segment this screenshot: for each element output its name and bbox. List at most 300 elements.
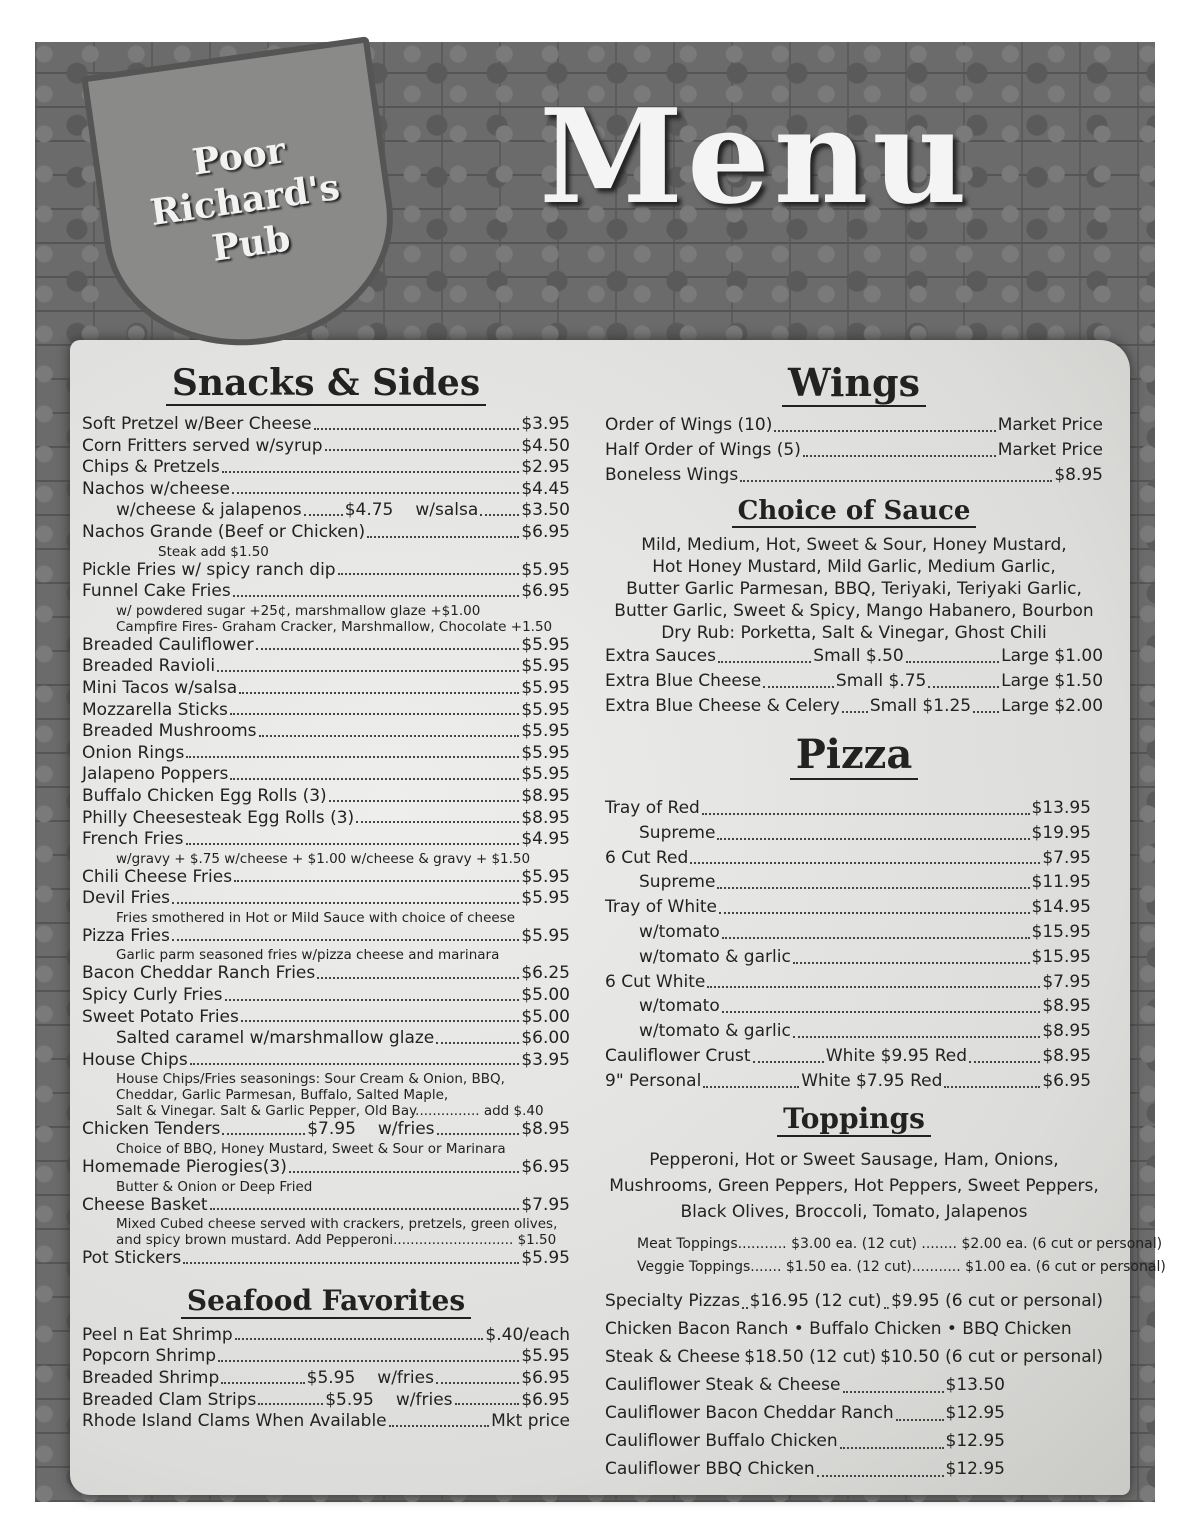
item-price: $7.95 xyxy=(1042,971,1091,992)
dot-leader xyxy=(190,1050,520,1066)
item-name: Salted caramel w/marshmallow glaze xyxy=(116,1028,435,1049)
item-price: $8.95 xyxy=(521,785,570,806)
item-price: $3.95 xyxy=(521,1049,570,1070)
menu-item xyxy=(605,1287,1103,1315)
dot-leader xyxy=(235,1325,484,1341)
menu-item xyxy=(82,1157,570,1179)
item-price: $15.95 xyxy=(1031,946,1091,967)
menu-item xyxy=(82,457,570,479)
text-line: Meat Toppings........... $3.00 ea. (12 cut) ........ $2.00 ea. (6 cut or personal) xyxy=(637,1235,1163,1252)
item-note: Salt & Vinegar. Salt & Garlic Pepper, Old Bay............... add $.40 xyxy=(116,1103,544,1120)
menu-item xyxy=(82,743,570,765)
item-name: Pickle Fries w/ spicy ranch dip xyxy=(82,559,336,580)
item-price: $5.00 xyxy=(521,1006,570,1027)
dot-leader xyxy=(317,963,519,979)
dot-leader xyxy=(338,560,520,576)
dot-leader xyxy=(928,669,999,688)
item-name: w/tomato xyxy=(639,921,720,942)
menu-item xyxy=(605,1427,1005,1455)
item-price: $6.00 xyxy=(521,1028,570,1049)
menu-item xyxy=(82,522,570,544)
text-line: Mild, Medium, Hot, Sweet & Sour, Honey Mustard, xyxy=(641,535,1067,555)
item-name: Cauliflower BBQ Chicken xyxy=(605,1458,815,1479)
menu-item xyxy=(82,635,570,657)
dot-leader xyxy=(225,985,520,1001)
menu-item xyxy=(605,870,1091,895)
dot-leader xyxy=(803,438,996,457)
item-name: Specialty Pizzas xyxy=(605,1290,741,1311)
menu-item xyxy=(82,888,570,910)
item-name: Extra Blue Cheese & Celery xyxy=(605,696,840,716)
menu-item xyxy=(82,1050,570,1072)
item-name: Spicy Curly Fries xyxy=(82,985,223,1006)
item-price: $5.95 xyxy=(521,866,570,887)
text-line: Butter Garlic, Sweet & Spicy, Mango Habanero, Bourbon xyxy=(614,601,1094,621)
item-name: Soft Pretzel w/Beer Cheese xyxy=(82,414,312,434)
item-price: $5.95 xyxy=(521,1346,570,1367)
dot-leader xyxy=(230,764,519,780)
item-name: 6 Cut Red xyxy=(605,847,689,868)
wings-list xyxy=(605,413,1103,488)
dot-leader xyxy=(314,414,520,430)
item-name: Jalapeno Poppers xyxy=(82,764,229,785)
dot-leader xyxy=(172,888,519,904)
dot-leader xyxy=(232,479,519,495)
item-price: $5.95 xyxy=(325,1389,374,1410)
item-note: Cheddar, Garlic Parmesan, Buffalo, Salted Maple, xyxy=(116,1087,449,1104)
dot-leader xyxy=(742,1287,747,1309)
item-note: House Chips/Fries seasonings: Sour Cream & Onion, BBQ, xyxy=(116,1071,505,1088)
item-price: Market Price xyxy=(997,440,1103,460)
dot-leader xyxy=(896,1399,944,1421)
item-name: w/tomato & garlic xyxy=(639,1021,791,1042)
menu-item xyxy=(82,1195,570,1217)
item-name: Tray of Red xyxy=(605,798,700,818)
item-note: w/gravy + $.75 w/cheese + $1.00 w/cheese & gravy + $1.50 xyxy=(116,850,531,867)
dot-leader xyxy=(793,1019,1041,1038)
item-price: $13.95 xyxy=(1031,798,1091,818)
item-price: $15.95 xyxy=(1031,921,1091,942)
dot-leader xyxy=(718,644,811,663)
item-name: Nachos w/cheese xyxy=(82,478,230,499)
menu-item xyxy=(82,786,570,808)
menu-item xyxy=(82,963,570,985)
dot-leader xyxy=(325,436,520,452)
menu-item xyxy=(605,846,1091,871)
menu-item xyxy=(82,436,570,458)
item-price: Small $.75 xyxy=(835,671,927,691)
item-name: Breaded Clam Strips xyxy=(82,1389,257,1410)
item-name: Cauliflower Bacon Cheddar Ranch xyxy=(605,1402,894,1423)
dot-leader xyxy=(183,1248,519,1264)
dot-leader xyxy=(356,808,519,824)
text-line: Pepperoni, Hot or Sweet Sausage, Ham, Onions, xyxy=(649,1149,1059,1170)
menu-item xyxy=(605,1019,1091,1044)
item-name: Pot Stickers xyxy=(82,1248,182,1269)
item-price: $8.95 xyxy=(1042,1021,1091,1042)
item-price: $5.95 xyxy=(306,1368,356,1388)
menu-item xyxy=(605,920,1091,945)
item-name: 6 Cut White xyxy=(605,971,706,992)
item-price: $4.95 xyxy=(521,829,570,850)
item-name: w/cheese & jalapenos xyxy=(116,500,302,521)
menu-item xyxy=(82,1390,570,1412)
text-line: Mushrooms, Green Peppers, Hot Peppers, Sweet Peppers, xyxy=(609,1175,1099,1196)
dot-leader xyxy=(455,1390,520,1406)
item-price: $5.95 xyxy=(521,742,570,763)
menu-item xyxy=(82,500,570,522)
item-name: French Fries xyxy=(82,829,184,850)
dot-leader xyxy=(817,1455,944,1477)
dot-leader xyxy=(480,500,519,516)
item-name: Supreme xyxy=(639,822,716,843)
dot-leader xyxy=(289,1157,520,1173)
item-price-2: Large $1.00 xyxy=(1001,646,1104,666)
item-name: 9" Personal xyxy=(605,1070,702,1091)
item-price: $8.95 xyxy=(521,807,570,828)
menu-item xyxy=(605,1343,1103,1371)
dot-leader xyxy=(221,1368,304,1384)
menu-item xyxy=(82,560,570,582)
menu-item xyxy=(605,1044,1091,1069)
item-price-2: $6.95 xyxy=(521,1389,570,1410)
dot-leader xyxy=(329,786,520,802)
item-name: Funnel Cake Fries xyxy=(82,581,231,602)
menu-item xyxy=(605,821,1091,846)
dot-leader xyxy=(722,994,1041,1013)
item-price: $16.95 (12 cut) xyxy=(749,1290,882,1311)
pub-logo-text: Poor Richard's Pub xyxy=(147,129,343,270)
item-price: $4.75 xyxy=(344,500,394,521)
dot-leader xyxy=(740,463,1052,482)
item-price: Small $.50 xyxy=(813,646,904,666)
item-name: w/tomato xyxy=(639,996,720,1017)
item-price: $6.25 xyxy=(521,963,570,984)
menu-item xyxy=(82,1028,570,1050)
item-name: Homemade Pierogies(3) xyxy=(82,1157,287,1178)
menu-item xyxy=(82,700,570,722)
snacks-sides-section xyxy=(82,362,570,1433)
item-option: w/fries xyxy=(395,1389,453,1410)
item-price-2: $6.95 xyxy=(1042,1070,1092,1091)
item-name: Corn Fritters served w/syrup xyxy=(82,435,323,456)
menu-item xyxy=(82,656,570,678)
item-note: Campfire Fires- Graham Cracker, Marshmallow, Chocolate +1.50 xyxy=(116,618,553,635)
sauce-list xyxy=(605,534,1103,644)
dot-leader xyxy=(239,678,519,694)
dot-leader xyxy=(793,945,1030,964)
item-name: House Chips xyxy=(82,1049,188,1070)
item-name: Cheese Basket xyxy=(82,1194,208,1215)
menu-item xyxy=(82,926,570,948)
item-name: Bacon Cheddar Ranch Fries xyxy=(82,963,316,984)
item-price: $12.95 xyxy=(945,1430,1005,1451)
dot-leader xyxy=(842,694,868,713)
dot-leader xyxy=(973,694,999,713)
item-price: $5.95 xyxy=(521,634,570,655)
dot-leader xyxy=(172,926,519,942)
dot-leader xyxy=(717,821,1029,840)
sauce-heading: Choice of Sauce xyxy=(732,496,977,528)
dot-leader xyxy=(210,1195,520,1211)
menu-item xyxy=(605,438,1103,463)
item-name: Cauliflower Steak & Cheese xyxy=(605,1374,841,1395)
menu-title: Menu xyxy=(539,80,971,233)
menu-item xyxy=(82,1007,570,1029)
item-price: $4.45 xyxy=(521,478,570,499)
item-name: Onion Rings xyxy=(82,742,185,763)
item-price: $12.95 xyxy=(945,1402,1005,1423)
text-line: Butter Garlic Parmesan, BBQ, Teriyaki, Teriyaki Garlic, xyxy=(626,579,1082,599)
item-name: Order of Wings (10) xyxy=(605,415,773,435)
item-name: Chicken Tenders xyxy=(82,1119,221,1140)
item-name: Boneless Wings xyxy=(605,465,739,485)
dot-leader xyxy=(944,1069,1040,1088)
menu-item xyxy=(82,1248,570,1270)
dot-leader xyxy=(233,581,520,597)
item-price-2: Large $1.50 xyxy=(1001,671,1104,691)
dot-leader xyxy=(234,867,519,883)
menu-item xyxy=(605,796,1091,821)
menu-item xyxy=(605,694,1103,719)
text-line: Veggie Toppings....... $1.50 ea. (12 cut)........... $1.00 ea. (6 cut or personal) xyxy=(637,1258,1166,1275)
item-name: Nachos Grande (Beef or Chicken) xyxy=(82,521,366,542)
item-note: Fries smothered in Hot or Mild Sauce with choice of cheese xyxy=(116,909,516,926)
text-line: Black Olives, Broccoli, Tomato, Jalapenos xyxy=(680,1201,1028,1222)
item-name: Half Order of Wings (5) xyxy=(605,440,801,460)
dot-leader xyxy=(707,970,1040,989)
dot-leader xyxy=(906,644,999,663)
item-price: $5.95 xyxy=(521,1248,570,1269)
pizza-heading: Pizza xyxy=(790,731,919,780)
menu-item xyxy=(605,895,1091,920)
item-note: Mixed Cubed cheese served with crackers, pretzels, green olives, xyxy=(116,1216,558,1233)
item-option: w/fries xyxy=(377,1119,435,1140)
dot-leader xyxy=(763,669,834,688)
menu-item xyxy=(605,1399,1005,1427)
item-price-2: $8.95 xyxy=(521,1119,571,1140)
item-name: Buffalo Chicken Egg Rolls (3) xyxy=(82,785,327,806)
dot-leader xyxy=(722,920,1030,939)
item-price-2: $6.95 xyxy=(521,1368,571,1388)
dot-leader xyxy=(840,1427,944,1449)
item-name: Chili Cheese Fries xyxy=(82,866,233,887)
menu-item xyxy=(82,1346,570,1368)
item-price: $5.95 xyxy=(521,677,570,698)
item-price: $6.95 xyxy=(521,581,570,602)
dot-leader xyxy=(218,1346,519,1362)
dot-leader xyxy=(230,700,519,716)
item-name: Pizza Fries xyxy=(82,925,170,946)
extra-sauce-list xyxy=(605,644,1103,719)
text-line: Hot Honey Mustard, Mild Garlic, Medium Garlic, xyxy=(652,557,1056,577)
item-name: Supreme xyxy=(639,872,716,893)
seafood-heading: Seafood Favorites xyxy=(181,1284,471,1319)
pizza-list xyxy=(605,796,1091,1094)
menu-item xyxy=(82,829,570,851)
dot-leader xyxy=(258,1390,323,1406)
dot-leader xyxy=(436,1368,519,1384)
item-name: Popcorn Shrimp xyxy=(82,1346,217,1367)
item-name: Mozzarella Sticks xyxy=(82,699,228,720)
item-name: Breaded Ravioli xyxy=(82,656,216,677)
item-price: Small $1.25 xyxy=(869,696,972,716)
item-price: $12.95 xyxy=(945,1458,1005,1479)
seafood-list xyxy=(82,1325,570,1433)
item-price: $5.95 xyxy=(521,721,570,742)
dot-leader xyxy=(304,500,343,516)
menu-item xyxy=(605,463,1103,488)
toppings-heading: Toppings xyxy=(777,1102,931,1137)
item-price: $5.95 xyxy=(521,764,570,785)
item-name: Extra Blue Cheese xyxy=(605,671,762,691)
dot-leader xyxy=(222,457,520,473)
item-price: $5.95 xyxy=(521,559,570,580)
item-price: $5.95 xyxy=(521,925,570,946)
item-name: Sweet Potato Fries xyxy=(82,1006,239,1027)
item-price: $.40/each xyxy=(485,1324,570,1345)
item-note: Steak add $1.50 xyxy=(158,543,269,560)
menu-item xyxy=(82,414,570,436)
menu-item xyxy=(82,581,570,603)
item-name: Cauliflower Crust xyxy=(605,1045,751,1066)
item-name: Extra Sauces xyxy=(605,646,716,666)
dot-leader xyxy=(753,1044,824,1063)
dot-leader xyxy=(217,656,519,672)
item-price: $7.95 xyxy=(1042,847,1091,868)
item-price: Market Price xyxy=(997,415,1103,435)
menu-item xyxy=(82,764,570,786)
menu-item xyxy=(82,1368,570,1390)
dot-leader xyxy=(256,635,520,651)
item-name: Cauliflower Buffalo Chicken xyxy=(605,1430,838,1451)
item-note: Choice of BBQ, Honey Mustard, Sweet & Sour or Marinara xyxy=(116,1141,506,1158)
item-name: Mini Tacos w/salsa xyxy=(82,677,238,698)
dot-leader xyxy=(222,1119,305,1135)
right-column xyxy=(605,360,1166,1483)
item-price: $5.95 xyxy=(521,699,570,720)
item-price: $11.95 xyxy=(1031,872,1091,893)
dot-leader xyxy=(719,895,1030,914)
dot-leader xyxy=(969,1044,1040,1063)
item-price: $8.95 xyxy=(1054,465,1103,485)
menu-item xyxy=(82,808,570,830)
item-option: w/salsa xyxy=(415,500,479,521)
item-price-2: $9.95 (6 cut or personal) xyxy=(891,1290,1104,1311)
item-price-2: $3.50 xyxy=(521,500,570,521)
snacks-heading: Snacks & Sides xyxy=(166,362,486,406)
item-price: $14.95 xyxy=(1031,897,1091,918)
dot-leader xyxy=(703,1069,799,1088)
dot-leader xyxy=(717,870,1029,889)
item-note: and spicy brown mustard. Add Pepperoni............................ $1.50 xyxy=(116,1232,557,1249)
menu-item xyxy=(605,1069,1091,1094)
item-name: Philly Cheesesteak Egg Rolls (3) xyxy=(82,807,355,828)
menu-item xyxy=(82,1325,570,1347)
item-name: w/tomato & garlic xyxy=(639,946,791,967)
dot-leader xyxy=(702,796,1030,815)
dot-leader xyxy=(843,1371,944,1393)
item-name: Rhode Island Clams When Available xyxy=(82,1411,387,1432)
dot-leader xyxy=(690,846,1040,865)
menu-item xyxy=(82,1411,570,1433)
dot-leader xyxy=(259,721,520,737)
menu-item xyxy=(82,721,570,743)
dot-leader xyxy=(186,743,519,759)
menu-item xyxy=(82,479,570,501)
wings-heading: Wings xyxy=(782,360,926,407)
item-price: $7.95 xyxy=(521,1194,570,1215)
item-price: $8.95 xyxy=(1042,996,1091,1017)
menu-line: Chicken Bacon Ranch • Buffalo Chicken • BBQ Chicken xyxy=(605,1318,1072,1339)
dot-leader xyxy=(241,1007,519,1023)
snacks-list xyxy=(82,414,570,1270)
item-name: Devil Fries xyxy=(82,888,171,909)
item-price-2: $10.50 (6 cut or personal) xyxy=(880,1346,1104,1367)
menu-item xyxy=(605,1455,1005,1483)
item-price: Mkt price xyxy=(491,1411,570,1432)
item-name: Breaded Shrimp xyxy=(82,1368,220,1388)
item-price: $13.50 xyxy=(945,1374,1005,1395)
menu-item xyxy=(605,669,1103,694)
item-name: Steak & Cheese xyxy=(605,1346,741,1367)
item-price: $5.95 xyxy=(521,656,570,677)
item-price: $6.95 xyxy=(521,521,570,542)
item-note: Butter & Onion or Deep Fried xyxy=(116,1178,313,1195)
item-price: White $9.95 Red xyxy=(825,1045,968,1066)
dot-leader xyxy=(884,1287,889,1309)
menu-item xyxy=(605,945,1091,970)
item-price: White $7.95 Red xyxy=(801,1070,943,1091)
dot-leader xyxy=(186,829,520,845)
item-price: $3.95 xyxy=(521,414,570,434)
item-option: w/fries xyxy=(377,1368,434,1388)
dot-leader xyxy=(774,413,995,432)
dot-leader xyxy=(437,1119,520,1135)
menu-item xyxy=(82,678,570,700)
item-price-2: $8.95 xyxy=(1042,1045,1092,1066)
dot-leader xyxy=(436,1028,519,1044)
menu-item xyxy=(82,985,570,1007)
menu-item xyxy=(605,1371,1005,1399)
menu-item xyxy=(605,994,1091,1019)
item-note: Garlic parm seasoned fries w/pizza cheese and marinara xyxy=(116,947,500,964)
text-line: Dry Rub: Porketta, Salt & Vinegar, Ghost Chili xyxy=(661,623,1047,643)
menu-item xyxy=(605,970,1091,995)
item-price: $5.00 xyxy=(521,985,570,1006)
item-name: Chips & Pretzels xyxy=(82,457,220,478)
item-price: $18.50 (12 cut) xyxy=(744,1346,877,1367)
item-price: $4.50 xyxy=(521,435,570,456)
menu-item xyxy=(82,867,570,889)
item-name: Breaded Cauliflower xyxy=(82,634,254,655)
dot-leader xyxy=(389,1411,489,1427)
item-price-2: Large $2.00 xyxy=(1001,696,1104,716)
item-name: Tray of White xyxy=(605,897,717,918)
specialty-pizza-list xyxy=(605,1287,1103,1483)
toppings-list xyxy=(605,1147,1103,1225)
item-name: Peel n Eat Shrimp xyxy=(82,1324,233,1345)
item-price: $6.95 xyxy=(521,1157,570,1178)
topping-prices xyxy=(637,1233,1166,1279)
item-price: $5.95 xyxy=(521,888,570,909)
item-price: $19.95 xyxy=(1031,822,1091,843)
menu-item xyxy=(605,413,1103,438)
item-price: $2.95 xyxy=(521,457,570,478)
menu-item xyxy=(82,1119,570,1141)
item-name: Breaded Mushrooms xyxy=(82,721,257,742)
item-note: w/ powdered sugar +25¢, marshmallow glaze +$1.00 xyxy=(116,602,481,619)
